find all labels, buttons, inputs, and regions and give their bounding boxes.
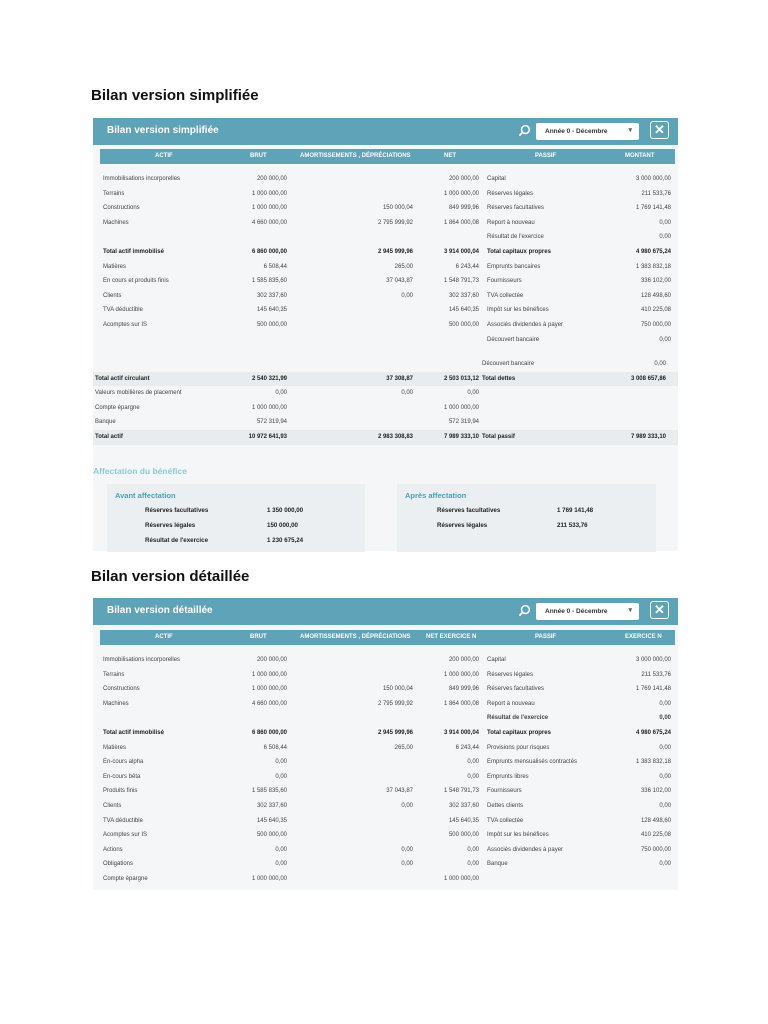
passif-value: 211 533,76 [641,190,671,197]
table-row [93,755,678,770]
net-value: 200 000,00 [448,176,479,182]
passif-label: Total capitaux propres [487,248,551,255]
year-select-value: Année 0 - Décembre [545,128,608,135]
col-amortissements: AMORTISSEMENTS , DÉPRÉCIATIONS [300,153,411,159]
year-select-value: Année 0 - Décembre [545,608,608,615]
net-value: 200 000,00 [448,657,479,663]
passif-value: 1 383 832,18 [635,759,671,766]
net-value: 3 914 000,04 [443,248,479,255]
close-button[interactable] [650,601,669,619]
close-icon: ✕ [654,602,665,617]
actif-label: En-cours bêta [103,773,141,780]
actif-label: Produits finis [103,788,138,795]
actif-label: Clients [103,292,122,299]
amortissement-value: 2 795 999,92 [377,700,413,707]
passif-label: Réserves facultatives [487,686,545,693]
detailed-column-header [100,630,675,645]
actif-label: Matières [103,263,127,270]
amortissement-value: 0,00 [401,390,413,397]
avant-value: 1 230 675,24 [267,537,304,544]
brut-value: 6 508,44 [263,263,287,270]
brut-value: 0,00 [275,390,287,397]
net-value: 7 989 333,10 [443,433,479,440]
passif-value: 128 498,60 [640,817,671,824]
passif-label: Total capitaux propres [487,729,551,736]
passif-label: Emprunts libres [487,773,529,780]
actif-label: Matières [103,744,127,751]
net-value: 1 000 000,00 [443,875,479,882]
passif-value: 4 980 675,24 [635,729,671,736]
passif-label: Résultat de l'exercice [487,715,549,722]
table-row [93,201,678,216]
passif-value: 3 000 000,00 [635,657,671,663]
passif-label: Associés dividendes à payer [487,321,564,328]
passif-value: 1 769 141,48 [635,686,671,693]
amortissement-value: 2 945 999,96 [377,729,413,736]
net-value: 2 503 013,12 [443,375,479,382]
actif-label: Acomptes sur IS [103,321,148,328]
net-value: 6 243,44 [455,744,479,751]
col-passif: PASSIF [535,634,557,640]
table-row [93,289,678,304]
col-exercice: EXERCICE N [625,634,662,640]
passif-value: 1 383 832,18 [635,263,671,270]
avant-value: 150 000,00 [267,522,298,529]
avant-label: Réserves facultatives [145,507,209,514]
table-row [93,814,678,829]
passif-value: 3 000 000,00 [635,176,671,182]
table-row [93,303,678,318]
passif-label: Réserves légales [487,190,534,197]
brut-value: 302 337,60 [256,292,287,299]
table-row [93,230,678,245]
simplified-upper-table [93,172,678,347]
passif-label: Associés dividendes à payer [487,846,564,853]
table-row [93,828,678,843]
amortissement-value: 0,00 [401,846,413,853]
brut-value: 6 860 000,00 [251,729,287,736]
detailed-header-bar [93,598,678,625]
apres-label: Réserves légales [437,522,488,529]
passif-label: Total passif [482,433,515,440]
actif-label: Total actif circulant [95,375,150,382]
amortissement-value: 37 043,87 [386,278,413,285]
brut-value: 500 000,00 [256,321,287,328]
brut-value: 4 660 000,00 [251,700,287,707]
passif-label: Total dettes [482,375,516,382]
table-row [93,857,678,872]
passif-value: 0,00 [659,219,671,226]
net-value: 3 914 000,04 [443,729,479,736]
net-value: 145 640,35 [448,817,479,824]
actif-label: Constructions [103,686,140,693]
actif-label: TVA déductible [103,307,143,314]
table-row [93,843,678,858]
net-value: 1 000 000,00 [443,190,479,197]
passif-label: Résultat de l'exercice [487,234,544,241]
passif-label: Découvert bancaire [482,361,535,367]
passif-value: 336 102,00 [640,788,671,795]
passif-label: Dettes clients [487,802,524,809]
brut-value: 6 508,44 [263,744,287,751]
chevron-down-icon: ▾ [628,607,632,614]
apres-affectation-box [397,484,656,552]
apres-value: 211 533,76 [557,522,588,529]
passif-value: 0,00 [659,715,671,722]
net-value: 849 999,96 [448,205,479,212]
net-value: 0,00 [467,773,479,780]
actif-label: En-cours alpha [103,759,144,766]
table-row [93,401,678,416]
passif-value: 211 533,76 [641,671,671,678]
apres-label: Réserves facultatives [437,507,501,514]
brut-value: 0,00 [275,773,287,780]
passif-value: 410 225,08 [640,832,671,839]
table-row [93,784,678,799]
actif-label: Total actif [95,433,123,440]
passif-value: 4 980 675,24 [635,248,671,255]
net-value: 1 864 000,08 [443,219,479,226]
net-value: 500 000,00 [448,321,479,328]
close-icon: ✕ [654,122,665,137]
net-value: 1 000 000,00 [443,404,479,411]
col-passif: PASSIF [535,153,557,159]
amortissement-value: 150 000,04 [382,205,413,212]
actif-label: Actions [103,846,123,853]
passif-value: 0,00 [654,361,666,367]
actif-label: En cours et produits finis [103,278,169,285]
table-row [93,653,678,668]
col-actif: ACTIF [155,153,173,159]
col-montant: MONTANT [625,153,655,159]
table-row [93,187,678,202]
brut-value: 0,00 [275,861,287,868]
table-row [93,172,678,187]
table-row [93,318,678,333]
detailed-doc-title: Bilan version détaillée [91,568,250,585]
brut-value: 1 000 000,00 [251,875,287,882]
passif-label: Impôt sur les bénéfices [487,307,549,314]
passif-label: Impôt sur les bénéfices [487,832,549,839]
brut-value: 10 972 641,93 [248,433,287,440]
actif-label: Machines [103,219,129,226]
simplified-column-header [100,149,675,164]
net-value: 0,00 [467,846,479,853]
net-value: 500 000,00 [448,832,479,839]
passif-value: 128 498,60 [640,292,671,299]
amortissement-value: 37 043,87 [386,788,413,795]
passif-label: Banque [487,861,508,868]
passif-value: 750 000,00 [640,846,671,853]
table-row [93,741,678,756]
passif-value: 750 000,00 [640,321,671,328]
amortissement-value: 150 000,04 [382,686,413,693]
amortissement-value: 37 308,87 [386,375,413,382]
detailed-balance-panel [93,598,678,890]
detailed-table [93,653,678,887]
brut-value: 1 585 835,60 [251,278,287,285]
brut-value: 0,00 [275,759,287,766]
passif-label: Capital [487,176,506,182]
net-value: 0,00 [467,861,479,868]
table-row [93,872,678,887]
apres-value: 1 769 141,48 [557,507,594,514]
amortissement-value: 265,00 [394,263,413,270]
actif-label: Immobilisations incorporelles [103,176,181,182]
passif-label: Report à nouveau [487,700,535,707]
actif-label: Total actif immobilisé [103,248,164,255]
table-row [93,274,678,289]
net-value: 1 548 791,73 [443,788,479,795]
table-row [93,799,678,814]
simplified-header-bar [93,118,678,145]
search-icon[interactable] [518,124,531,137]
net-value: 0,00 [467,390,479,397]
actif-label: Acomptes sur IS [103,832,148,839]
actif-label: Terrains [103,190,125,197]
table-row [93,260,678,275]
actif-label: Total actif immobilisé [103,729,164,736]
simplified-doc-title: Bilan version simplifiée [91,87,259,104]
net-value: 145 640,35 [448,307,479,314]
actif-label: Compte épargne [95,404,140,411]
actif-label: Terrains [103,671,125,678]
passif-value: 7 989 333,10 [630,433,666,440]
amortissement-value: 0,00 [401,861,413,868]
net-value: 302 337,60 [448,292,479,299]
simplified-lower-table [93,357,678,445]
passif-label: Emprunts mensualisés contractés [487,759,578,766]
passif-label: TVA collectée [487,292,524,299]
col-actif: ACTIF [155,634,173,640]
col-net-exercice: NET EXERCICE N [426,634,477,640]
actif-label: Immobilisations incorporelles [103,657,181,663]
affectation-title: Affectation du bénéfice [93,466,187,476]
year-select[interactable] [536,603,639,620]
net-value: 302 337,60 [448,802,479,809]
passif-value: 0,00 [659,861,671,868]
net-value: 1 548 791,73 [443,278,479,285]
net-value: 1 000 000,00 [443,671,479,678]
brut-value: 302 337,60 [256,802,287,809]
brut-value: 200 000,00 [256,176,287,182]
brut-value: 1 585 835,60 [251,788,287,795]
actif-label: Obligations [103,861,134,868]
apres-affectation-title: Après affectation [405,491,467,500]
passif-value: 410 225,08 [640,307,671,314]
table-row [93,216,678,231]
amortissement-value: 0,00 [401,292,413,299]
passif-value: 336 102,00 [640,278,671,285]
actif-label: Valeurs mobilières de placement [95,390,182,397]
avant-label: Résultat de l'exercice [145,537,209,544]
net-value: 849 999,96 [448,686,479,693]
brut-value: 145 640,35 [256,307,287,314]
passif-value: 0,00 [659,336,671,343]
actif-label: Compte épargne [103,875,148,882]
passif-label: Fournisseurs [487,278,522,285]
brut-value: 500 000,00 [256,832,287,839]
table-row [93,697,678,712]
simplified-header-title: Bilan version simplifiée [107,125,219,136]
passif-label: Fournisseurs [487,788,522,795]
brut-value: 4 660 000,00 [251,219,287,226]
actif-label: Banque [95,419,116,426]
amortissement-value: 265,00 [394,744,413,751]
brut-value: 2 540 321,99 [251,375,287,382]
table-row [93,415,678,430]
actif-label: Machines [103,700,129,707]
passif-value: 3 008 657,86 [630,375,666,382]
net-value: 1 864 000,08 [443,700,479,707]
actif-label: Clients [103,802,122,809]
passif-label: Réserves facultatives [487,205,545,212]
brut-value: 6 860 000,00 [251,248,287,255]
passif-label: Réserves légales [487,671,534,678]
passif-value: 0,00 [659,744,671,751]
passif-label: Emprunts bancaires [487,263,541,270]
col-brut: BRUT [250,634,267,640]
brut-value: 1 000 000,00 [251,671,287,678]
brut-value: 1 000 000,00 [251,404,287,411]
passif-label: Capital [487,657,506,663]
avant-affectation-box [107,484,365,552]
amortissement-value: 2 983 308,83 [377,433,413,440]
total-row [93,372,678,387]
total-row [93,726,678,741]
brut-value: 145 640,35 [256,817,287,824]
actif-label: TVA déductible [103,817,143,824]
passif-value: 0,00 [659,234,671,241]
chevron-down-icon: ▾ [628,127,632,134]
passif-value: 0,00 [659,802,671,809]
passif-label: TVA collectée [487,817,524,824]
passif-label: Découvert bancaire [487,336,540,343]
avant-affectation-title: Avant affectation [115,491,176,500]
close-button[interactable] [650,121,669,139]
avant-value: 1 350 000,00 [267,507,304,514]
amortissement-value: 2 795 999,92 [377,219,413,226]
brut-value: 1 000 000,00 [251,205,287,212]
passif-value: 1 769 141,48 [635,205,671,212]
search-icon[interactable] [518,604,531,617]
passif-label: Report à nouveau [487,219,535,226]
passif-value: 0,00 [659,700,671,707]
amortissement-value: 0,00 [401,802,413,809]
col-net: NET [444,153,456,159]
passif-label: Provisions pour risques [487,744,550,751]
table-row [93,333,678,348]
detailed-header-title: Bilan version détaillée [107,605,213,616]
year-select[interactable] [536,123,639,140]
brut-value: 572 319,94 [256,419,287,426]
amortissement-value: 2 945 999,96 [377,248,413,255]
brut-value: 200 000,00 [256,657,287,663]
actif-label: Constructions [103,205,140,212]
simplified-balance-panel [93,118,678,551]
avant-label: Réserves légales [145,522,196,529]
col-brut: BRUT [250,153,267,159]
net-value: 0,00 [467,759,479,766]
table-row [93,357,678,372]
table-row [93,770,678,785]
brut-value: 1 000 000,00 [251,686,287,693]
brut-value: 0,00 [275,846,287,853]
total-row [93,430,678,445]
table-row [93,386,678,401]
brut-value: 1 000 000,00 [251,190,287,197]
table-row [93,711,678,726]
passif-value: 0,00 [659,773,671,780]
table-row [93,668,678,683]
net-value: 6 243,44 [455,263,479,270]
col-amortissements: AMORTISSEMENTS , DÉPRÉCIATIONS [300,634,411,640]
net-value: 572 319,94 [448,419,479,426]
total-row [93,245,678,260]
table-row [93,682,678,697]
